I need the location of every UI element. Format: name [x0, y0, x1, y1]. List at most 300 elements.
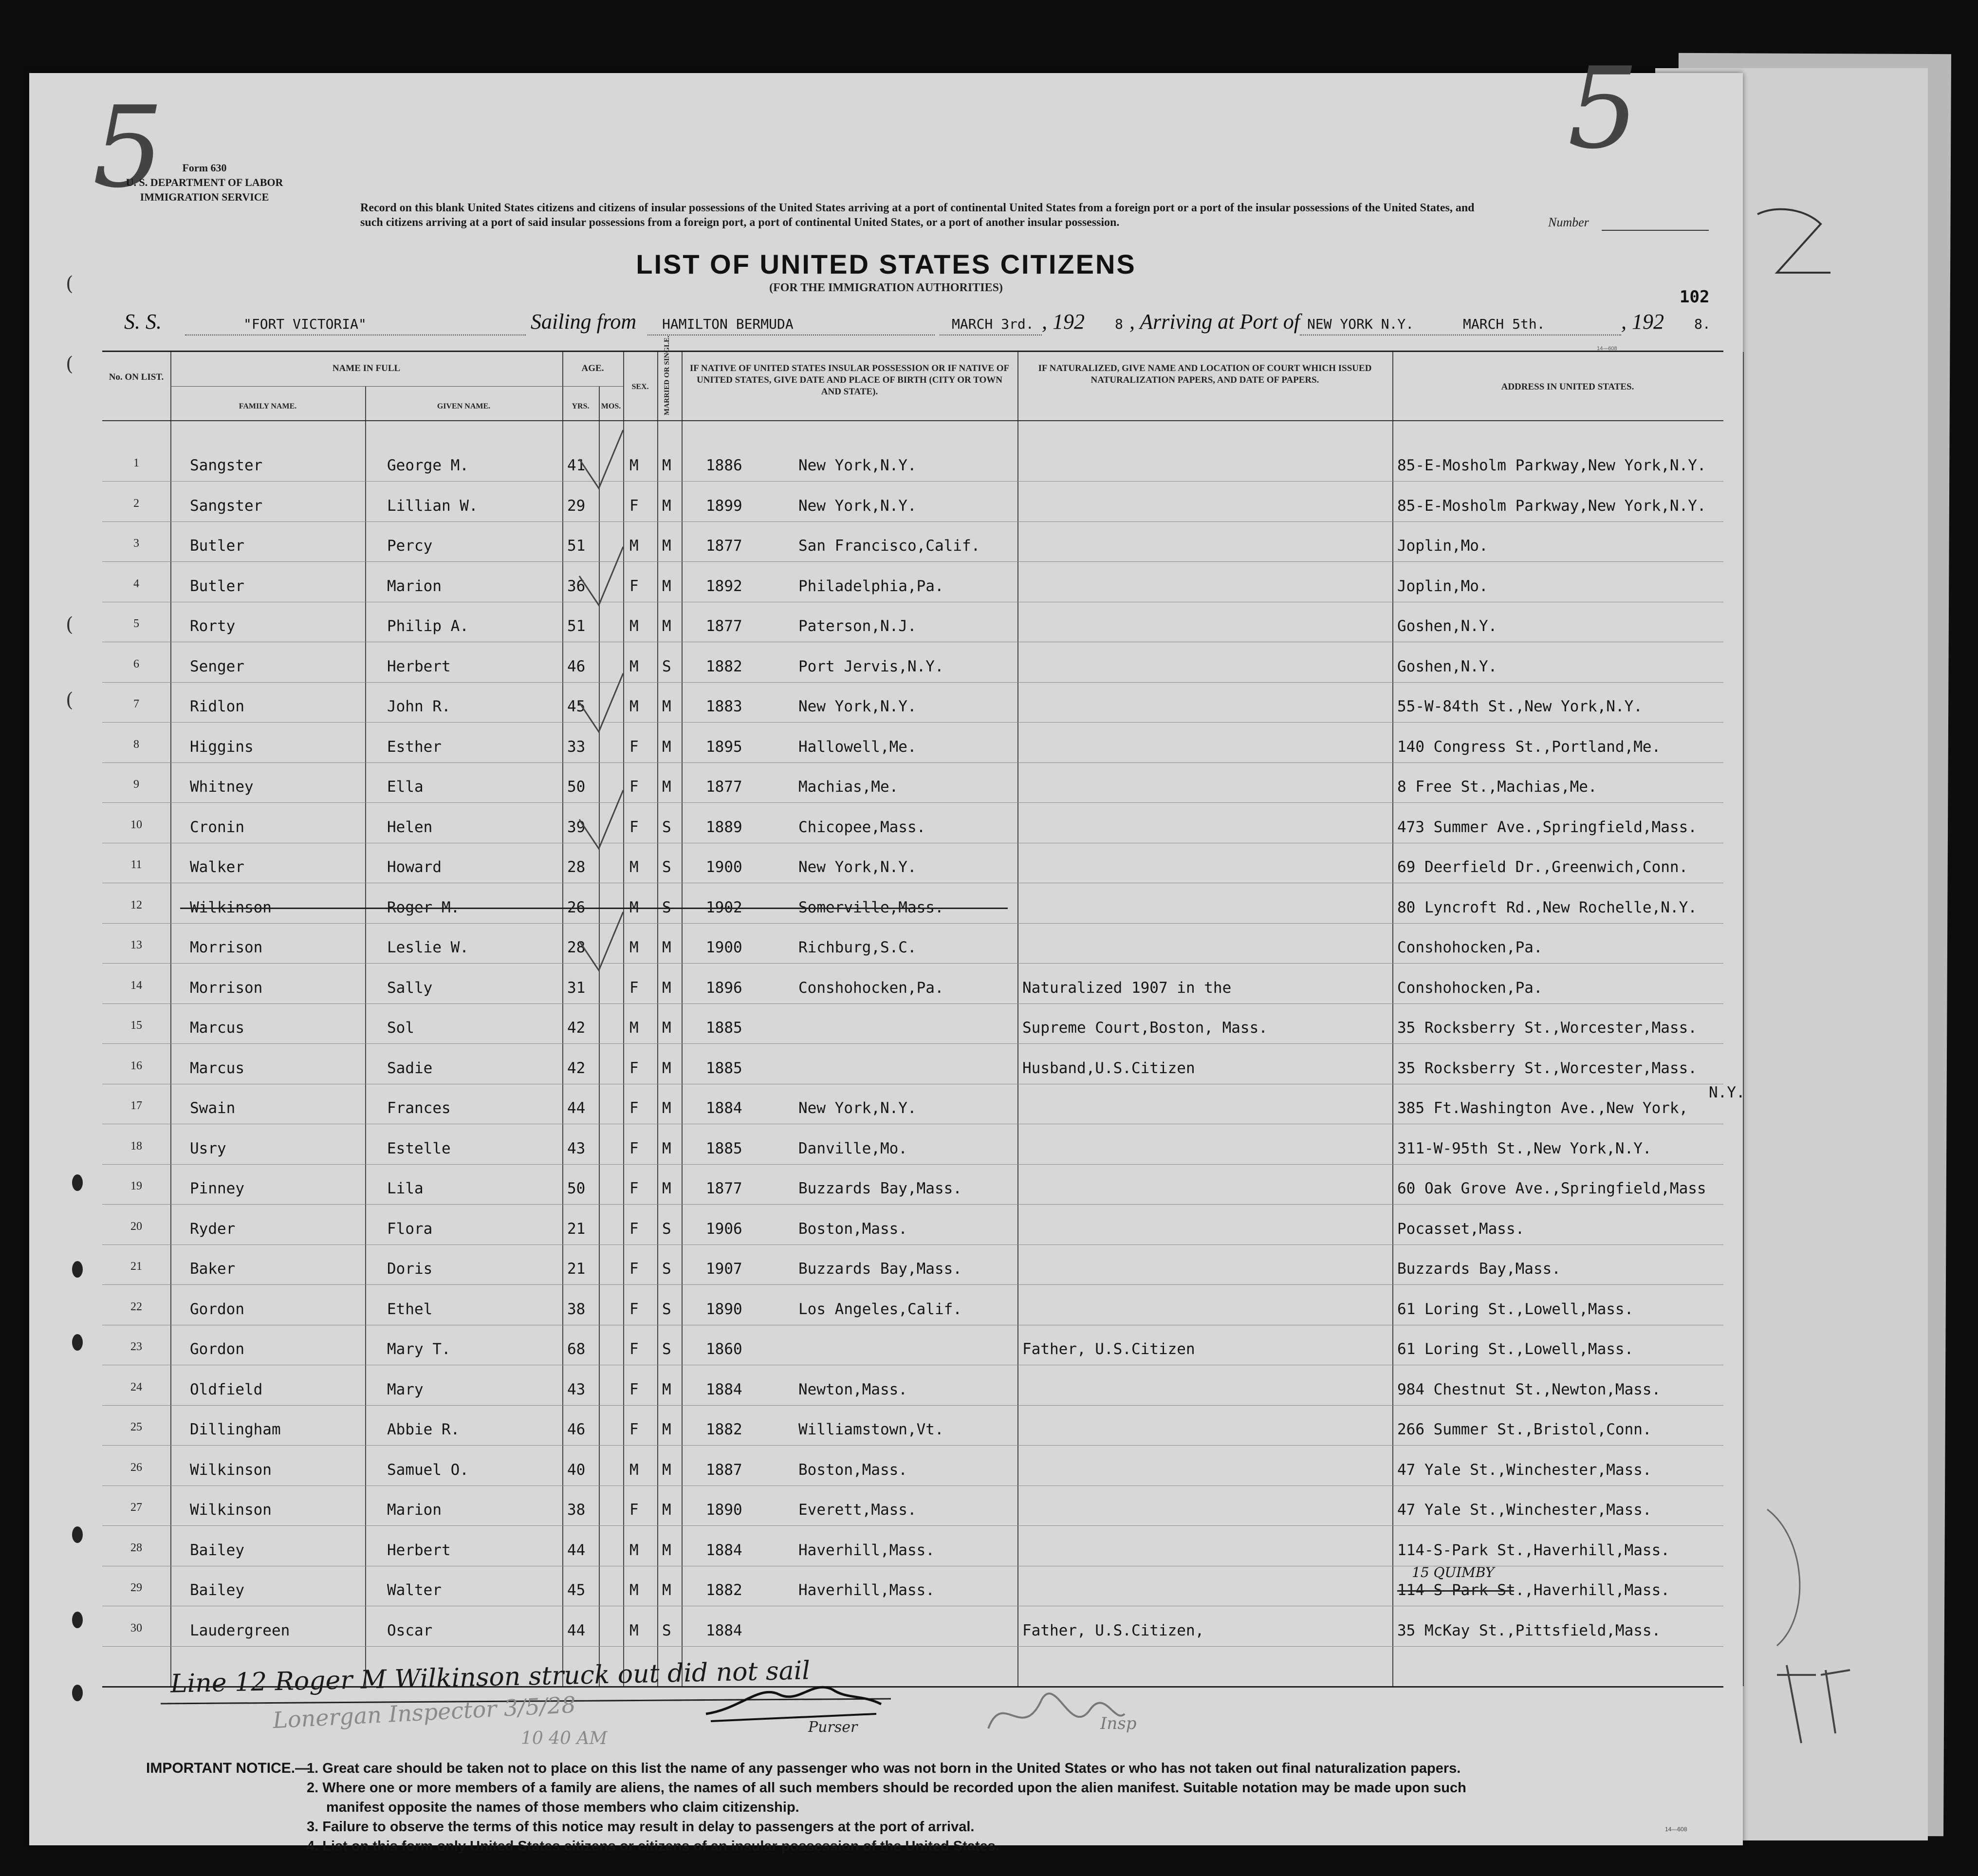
cell-no: 12 [130, 898, 142, 911]
inspector2-label: Insp [1100, 1714, 1137, 1733]
preamble: Record on this blank United States citizens and citizens of insular possessions of the United States arriving at a port of continental United States from a foreign port or a port of the insular possessions of the United States, and such citizens arriving at a port of said insular possessions from a foreign port, a port of continental United States, or a port of another insular possession. [360, 202, 1475, 229]
cell-year: 1900 [706, 858, 742, 876]
cell-given: Marion [387, 577, 442, 595]
cell-age: 21 [567, 1220, 586, 1238]
page-subtitle: (FOR THE IMMIGRATION AUTHORITIES) [769, 281, 1003, 294]
cell-sex: M [629, 939, 639, 956]
check-marks [570, 430, 667, 1696]
cell-sex: M [629, 898, 639, 916]
cell-place: Chicopee,Mass. [798, 818, 926, 836]
cell-ms: M [662, 1099, 671, 1117]
cell-ms: S [662, 818, 671, 836]
cell-year: 1885 [706, 1139, 742, 1157]
cell-sex: M [629, 698, 639, 715]
header-family-name: FAMILY NAME. [239, 402, 297, 410]
cell-addr: Buzzards Bay,Mass. [1397, 1260, 1561, 1278]
cell-family: Morrison [190, 939, 263, 956]
cell-nat: Father, U.S.Citizen [1022, 1340, 1195, 1358]
arrival-date: MARCH 5th. [1463, 316, 1545, 332]
number-label: Number [1548, 215, 1589, 229]
cell-ms: M [662, 1421, 671, 1438]
cell-age: 29 [567, 497, 586, 515]
cell-no: 27 [130, 1501, 142, 1514]
cell-given: Philip A. [387, 617, 469, 635]
cell-place: Hallowell,Me. [798, 738, 917, 756]
cell-sex: F [629, 1380, 639, 1398]
cell-addr: Goshen,N.Y. [1397, 617, 1497, 635]
cell-no: 8 [133, 738, 139, 751]
punch-hole [72, 1261, 83, 1278]
cell-addr: 473 Summer Ave.,Springfield,Mass. [1397, 818, 1697, 836]
cell-sex: F [629, 1139, 639, 1157]
cell-family: Butler [190, 577, 244, 595]
cell-year: 1860 [706, 1340, 742, 1358]
cell-family: Butler [190, 537, 244, 555]
cell-ms: M [662, 1180, 671, 1197]
arriving-label: , Arriving at Port of [1129, 310, 1300, 334]
form-code: 14—608 [1665, 1826, 1687, 1833]
cell-family: Marcus [190, 1059, 244, 1077]
cell-given: Sadie [387, 1059, 433, 1077]
cell-family: Gordon [190, 1340, 244, 1358]
cell-family: Bailey [190, 1581, 244, 1599]
header-birth: IF NATIVE OF UNITED STATES INSULAR POSSESSION OR IF NATIVE OF UNITED STATES, GIVE DATE AND PLACE OF BIRTH (CITY OR TOWN AND STATE). [689, 363, 1010, 397]
cell-year: 1883 [706, 698, 742, 715]
cell-age: 50 [567, 1180, 586, 1197]
cell-sex: M [629, 657, 639, 675]
cell-no: 16 [130, 1059, 142, 1072]
cell-year: 1885 [706, 1059, 742, 1077]
cell-family: Wilkinson [190, 1461, 272, 1479]
cell-ms: M [662, 979, 671, 997]
cell-no: 30 [130, 1621, 142, 1635]
cell-age: 68 [567, 1340, 586, 1358]
year-2: 8. [1694, 316, 1711, 332]
cell-place: Haverhill,Mass. [798, 1581, 935, 1599]
cell-given: George M. [387, 457, 469, 474]
cell-sex: F [629, 1501, 639, 1519]
cell-given: Roger M. [387, 898, 460, 916]
cell-ms: S [662, 1260, 671, 1278]
year-1: 8 [1115, 316, 1123, 332]
cell-given: Walter [387, 1581, 442, 1599]
header-address: ADDRESS IN UNITED STATES. [1501, 382, 1634, 392]
cell-given: Oscar [387, 1621, 433, 1639]
cell-ms: S [662, 1621, 671, 1639]
cell-age: 39 [567, 818, 586, 836]
cell-place: New York,N.Y. [798, 457, 917, 474]
cell-place: Buzzards Bay,Mass. [798, 1260, 962, 1278]
cell-year: 1882 [706, 1421, 742, 1438]
cell-addr: 85-E-Mosholm Parkway,New York,N.Y. [1397, 497, 1706, 515]
inspection-time: 10 40 AM [521, 1728, 608, 1748]
cell-year: 1895 [706, 738, 742, 756]
cell-sex: F [629, 1099, 639, 1117]
cell-addr: Conshohocken,Pa. [1397, 979, 1543, 997]
cell-given: Abbie R. [387, 1421, 460, 1438]
cell-addr: 61 Loring St.,Lowell,Mass. [1397, 1300, 1634, 1318]
cell-family: Wilkinson [190, 898, 272, 916]
cell-sex: F [629, 818, 639, 836]
cell-nat: Father, U.S.Citizen, [1022, 1621, 1204, 1639]
cell-year: 1884 [706, 1541, 742, 1559]
cell-year: 1882 [706, 657, 742, 675]
cell-addr: 35 Rocksberry St.,Worcester,Mass. [1397, 1019, 1697, 1037]
cell-place: Williamstown,Vt. [798, 1421, 944, 1438]
cell-given: Sol [387, 1019, 414, 1037]
cell-nat: Naturalized 1907 in the [1022, 979, 1232, 997]
cell-addr: Joplin,Mo. [1397, 537, 1488, 555]
department: U. S. DEPARTMENT OF LABOR [126, 176, 283, 188]
cell-age: 45 [567, 1581, 586, 1599]
cell-addr: 69 Deerfield Dr.,Greenwich,Conn. [1397, 858, 1688, 876]
cell-age: 46 [567, 657, 586, 675]
cell-addr: 385 Ft.Washington Ave.,New York, [1397, 1099, 1688, 1117]
cell-no: 26 [130, 1461, 142, 1474]
cell-addr: 61 Loring St.,Lowell,Mass. [1397, 1340, 1634, 1358]
cell-age: 43 [567, 1139, 586, 1157]
cell-sex: F [629, 738, 639, 756]
cell-year: 1900 [706, 939, 742, 956]
cell-year: 1877 [706, 537, 742, 555]
cell-ms: M [662, 457, 671, 474]
notice-item: 3. Failure to observe the terms of this notice may result in delay to passengers at the port of arrival. [307, 1819, 975, 1835]
cell-sex: F [629, 1260, 639, 1278]
cell-sex: M [629, 1019, 639, 1037]
cell-sex: M [629, 858, 639, 876]
cell-ms: M [662, 1541, 671, 1559]
cell-addr: 60 Oak Grove Ave.,Springfield,Mass [1397, 1180, 1706, 1197]
header-given-name: GIVEN NAME. [437, 402, 491, 410]
cell-no: 15 [130, 1019, 142, 1032]
cell-addr: 80 Lyncroft Rd.,New Rochelle,N.Y. [1397, 898, 1697, 916]
cell-no: 2 [133, 497, 139, 510]
cell-addr: Pocasset,Mass. [1397, 1220, 1525, 1238]
cell-age: 31 [567, 979, 586, 997]
struck-line-note: Line 12 Roger M Wilkinson struck out did not sail [170, 1656, 811, 1699]
header-sex: SEX. [631, 383, 649, 391]
cell-age: 38 [567, 1300, 586, 1318]
cell-place: New York,N.Y. [798, 698, 917, 715]
cell-year: 1890 [706, 1501, 742, 1519]
handwritten-address-correction: 15 QUIMBY [1412, 1564, 1495, 1580]
cell-ms: M [662, 1581, 671, 1599]
cell-age: 42 [567, 1059, 586, 1077]
manifest-page [29, 44, 1745, 1854]
cell-place: Machias,Me. [798, 778, 899, 796]
cell-no: 6 [133, 657, 139, 670]
page-title: LIST OF UNITED STATES CITIZENS [636, 249, 1136, 279]
cell-no: 23 [130, 1340, 142, 1353]
cell-family: Morrison [190, 979, 263, 997]
cell-year: 1892 [706, 577, 742, 595]
cell-addr: 85-E-Mosholm Parkway,New York,N.Y. [1397, 457, 1706, 474]
cell-year: 1899 [706, 497, 742, 515]
punch-hole [72, 1334, 83, 1351]
cell-place: Newton,Mass. [798, 1380, 907, 1398]
cell-addr: Joplin,Mo. [1397, 577, 1488, 595]
cell-family: Bailey [190, 1541, 244, 1559]
cell-no: 4 [133, 577, 139, 590]
notice-heading: IMPORTANT NOTICE.— [146, 1760, 310, 1776]
cell-family: Laudergreen [190, 1621, 290, 1639]
cell-addr: 984 Chestnut St.,Newton,Mass. [1397, 1380, 1661, 1398]
cell-year: 1885 [706, 1019, 742, 1037]
cell-family: Dillingham [190, 1421, 281, 1438]
cell-sex: F [629, 778, 639, 796]
cell-no: 17 [130, 1099, 142, 1112]
cell-sex: F [629, 1180, 639, 1197]
cell-year: 1877 [706, 1180, 742, 1197]
cell-no: 9 [133, 778, 139, 791]
cell-ms: M [662, 577, 671, 595]
cell-no: 25 [130, 1421, 142, 1433]
cell-family: Gordon [190, 1300, 244, 1318]
cell-sex: F [629, 1059, 639, 1077]
form-header [107, 161, 302, 204]
cell-sex: F [629, 497, 639, 515]
cell-place: Buzzards Bay,Mass. [798, 1180, 962, 1197]
cell-year: 1889 [706, 818, 742, 836]
cell-age: 43 [567, 1380, 586, 1398]
cell-family: Higgins [190, 738, 254, 756]
cell-year: 1890 [706, 1300, 742, 1318]
cell-no: 19 [130, 1180, 142, 1192]
cell-ms: S [662, 1220, 671, 1238]
cell-age: 28 [567, 858, 586, 876]
cell-year: 1907 [706, 1260, 742, 1278]
cell-family: Pinney [190, 1180, 244, 1197]
cell-family: Marcus [190, 1019, 244, 1037]
cell-year: 1882 [706, 1581, 742, 1599]
cell-addr: 55-W-84th St.,New York,N.Y. [1397, 698, 1643, 715]
cell-place: San Francisco,Calif. [798, 537, 980, 555]
cell-sex: F [629, 979, 639, 997]
cell-sex: M [629, 1461, 639, 1479]
header-years: YRS. [572, 402, 590, 410]
cell-sex: F [629, 1300, 639, 1318]
cell-sex: M [629, 1581, 639, 1599]
header-no-on-list: No. ON LIST. [109, 372, 164, 382]
cell-ms: M [662, 537, 671, 555]
cell-no: 3 [133, 537, 139, 550]
cell-sex: F [629, 577, 639, 595]
cell-year: 1884 [706, 1380, 742, 1398]
cell-ms: S [662, 858, 671, 876]
cell-no: 29 [130, 1581, 142, 1594]
cell-given: Herbert [387, 657, 451, 675]
cell-sex: M [629, 537, 639, 555]
cell-place: Richburg,S.C. [798, 939, 917, 956]
punch-hole [72, 1685, 83, 1701]
ss-label: S. S. [124, 310, 162, 334]
cell-ms: M [662, 1380, 671, 1398]
cell-no: 14 [130, 979, 142, 992]
cell-age: 46 [567, 1421, 586, 1438]
cell-age: 50 [567, 778, 586, 796]
cell-given: Ella [387, 778, 424, 796]
margin-mark: ( [66, 613, 74, 636]
cell-place: Philadelphia,Pa. [798, 577, 944, 595]
cell-given: Lillian W. [387, 497, 478, 515]
cell-addr: 311-W-95th St.,New York,N.Y. [1397, 1139, 1652, 1157]
cell-year: 1877 [706, 617, 742, 635]
header-months: MOS. [601, 402, 621, 410]
cell-addr: Goshen,N.Y. [1397, 657, 1497, 675]
cell-age: 44 [567, 1621, 586, 1639]
number-field-line [1602, 230, 1709, 231]
cell-no: 13 [130, 939, 142, 951]
cell-ms: S [662, 1300, 671, 1318]
cell-addr: Conshohocken,Pa. [1397, 939, 1543, 956]
sailing-from-label: Sailing from [531, 310, 637, 334]
cell-given: Esther [387, 738, 442, 756]
cell-place: Conshohocken,Pa. [798, 979, 944, 997]
margin-mark: ( [66, 273, 74, 295]
cell-ms: M [662, 497, 671, 515]
notice-item: 1. Great care should be taken not to place on this list the name of any passenger who was not born in the United States or who has not taken out final naturalization papers. [307, 1761, 1461, 1776]
header-naturalized: IF NATURALIZED, GIVE NAME AND LOCATION OF COURT WHICH ISSUED NATURALIZATION PAPERS, AND DATE OF PAPERS. [1038, 363, 1372, 385]
cell-addr: 114-S-Park St.,Haverhill,Mass. [1397, 1541, 1670, 1559]
cell-nat: Supreme Court,Boston, Mass. [1022, 1019, 1268, 1037]
ship-name: "FORT VICTORIA" [243, 316, 367, 332]
margin-mark: ( [66, 689, 74, 711]
cell-given: Samuel O. [387, 1461, 469, 1479]
cell-addr: 266 Summer St.,Bristol,Conn. [1397, 1421, 1652, 1438]
cell-age: 40 [567, 1461, 586, 1479]
cell-place: New York,N.Y. [798, 497, 917, 515]
cell-given: Howard [387, 858, 442, 876]
cell-ms: M [662, 617, 671, 635]
header-age: AGE. [581, 363, 604, 373]
punch-hole [72, 1612, 83, 1628]
cell-sex: F [629, 1220, 639, 1238]
cell-given: Doris [387, 1260, 433, 1278]
cell-ms: M [662, 1461, 671, 1479]
cell-ms: M [662, 1059, 671, 1077]
cell-given: Estelle [387, 1139, 451, 1157]
cell-no: 21 [130, 1260, 142, 1273]
cell-family: Ryder [190, 1220, 236, 1238]
voyage-line [29, 309, 1743, 338]
cell-addr: 47 Yale St.,Winchester,Mass. [1397, 1501, 1652, 1519]
stack-pencil-marks [1748, 195, 1894, 1802]
punch-hole [72, 1526, 83, 1543]
cell-year: 1906 [706, 1220, 742, 1238]
printer-mark: 14—608 [1597, 346, 1617, 352]
purser-signature-mark [701, 1675, 886, 1728]
cell-place: Paterson,N.J. [798, 617, 917, 635]
cell-place: Port Jervis,N.Y. [798, 657, 944, 675]
page-number-handwritten-right: 5 [1568, 44, 1639, 174]
address-strikethrough [1397, 1590, 1514, 1592]
cell-age: 45 [567, 698, 586, 715]
punch-hole [72, 1174, 83, 1191]
cell-given: Frances [387, 1099, 451, 1117]
cell-family: Whitney [190, 778, 254, 796]
cell-ms: S [662, 657, 671, 675]
cell-given: Flora [387, 1220, 433, 1238]
cell-ms: M [662, 698, 671, 715]
cell-addr: 35 McKay St.,Pittsfield,Mass. [1397, 1621, 1661, 1639]
cell-family: Ridlon [190, 698, 244, 715]
cell-age: 44 [567, 1099, 586, 1117]
cell-no: 20 [130, 1220, 142, 1233]
cell-age: 42 [567, 1019, 586, 1037]
cell-age: 28 [567, 939, 586, 956]
cell-place: Los Angeles,Calif. [798, 1300, 962, 1318]
cell-given: Lila [387, 1180, 424, 1197]
cell-ms: M [662, 1019, 671, 1037]
cell-age: 21 [567, 1260, 586, 1278]
cell-place: Haverhill,Mass. [798, 1541, 935, 1559]
cell-nat: Husband,U.S.Citizen [1022, 1059, 1195, 1077]
page-number-handwritten-left: 5 [92, 83, 164, 213]
cell-no: 22 [130, 1300, 142, 1313]
cell-family: Sangster [190, 457, 263, 474]
cell-family: Usry [190, 1139, 226, 1157]
cell-age: 38 [567, 1501, 586, 1519]
cell-place: New York,N.Y. [798, 858, 917, 876]
cell-family: Rorty [190, 617, 236, 635]
year-prefix-1: , 192 [1042, 310, 1085, 334]
cell-place: Boston,Mass. [798, 1220, 907, 1238]
cell-no: 28 [130, 1541, 142, 1554]
arrival-port: NEW YORK N.Y. [1307, 316, 1414, 332]
cell-age: 51 [567, 617, 586, 635]
cell-year: 1902 [706, 898, 742, 916]
cell-no: 10 [130, 818, 142, 831]
cell-given: Helen [387, 818, 433, 836]
cell-no: 5 [133, 617, 139, 630]
sailing-from: HAMILTON BERMUDA [662, 316, 794, 332]
margin-mark: ( [66, 353, 74, 375]
notice-item-continued: manifest opposite the names of those members who claim citizenship. [326, 1800, 799, 1815]
cell-place: Danville,Mo. [798, 1139, 907, 1157]
cell-family: Sangster [190, 497, 263, 515]
cell-no: 1 [133, 457, 139, 469]
tick-stroke [579, 430, 623, 970]
notice-item: 4. List on this form only United States citizens or citizens of an insular possession of the United States. [307, 1839, 999, 1854]
cell-given: John R. [387, 698, 451, 715]
cell-addr: 114-S-Park St.,Haverhill,Mass. [1397, 1581, 1670, 1599]
cell-no: 11 [130, 858, 142, 871]
cell-sex: F [629, 1340, 639, 1358]
cell-addr: 8 Free St.,Machias,Me. [1397, 778, 1597, 796]
cell-addr: 47 Yale St.,Winchester,Mass. [1397, 1461, 1652, 1479]
cell-year: 1884 [706, 1099, 742, 1117]
cell-age: 41 [567, 457, 586, 474]
cell-given: Leslie W. [387, 939, 469, 956]
cell-given: Ethel [387, 1300, 433, 1318]
cell-given: Mary [387, 1380, 424, 1398]
cell-ms: S [662, 1340, 671, 1358]
cell-family: Oldfield [190, 1380, 263, 1398]
cell-addr: 35 Rocksberry St.,Worcester,Mass. [1397, 1059, 1697, 1077]
cell-no: 7 [133, 698, 139, 710]
cell-age: 36 [567, 577, 586, 595]
cell-no: 18 [130, 1139, 142, 1152]
cell-given: Marion [387, 1501, 442, 1519]
cell-age: 33 [567, 738, 586, 756]
cell-ms: M [662, 738, 671, 756]
departure-date: MARCH 3rd. [952, 316, 1034, 332]
cell-age: 51 [567, 537, 586, 555]
service: IMMIGRATION SERVICE [140, 191, 269, 203]
cell-ms: M [662, 1501, 671, 1519]
inspector-signature: Lonergan Inspector 3/5/28 [272, 1691, 576, 1734]
cell-ms: M [662, 939, 671, 956]
